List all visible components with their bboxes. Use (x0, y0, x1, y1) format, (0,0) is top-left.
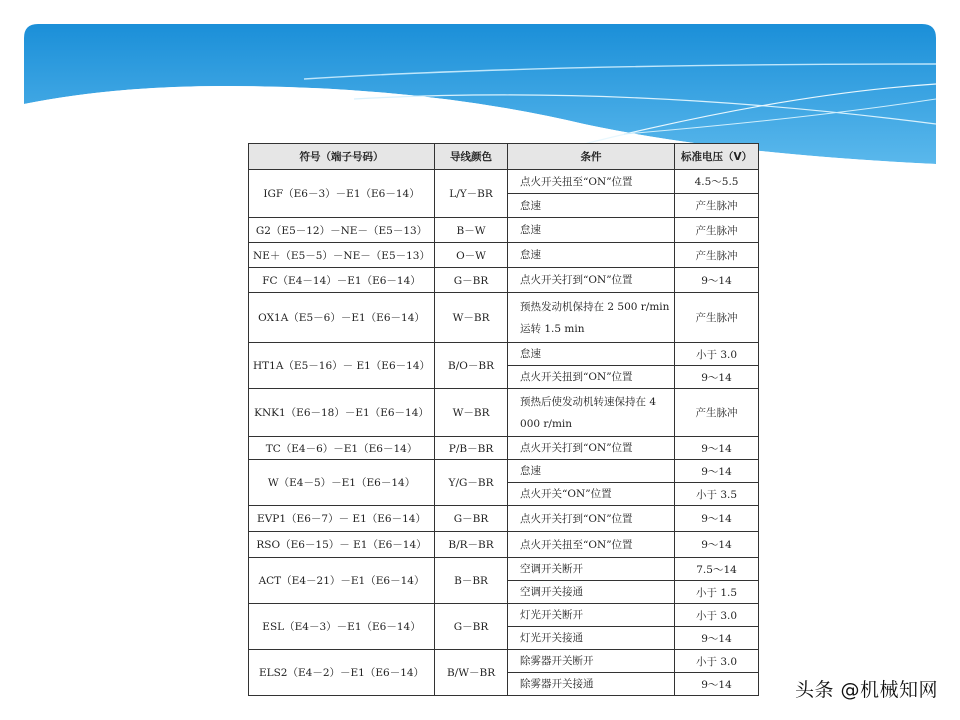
cell-symbol: FC（E4－14）－E1（E6－14） (249, 268, 435, 293)
cell-symbol: G2（E5－12）－NE－（E5－13） (249, 218, 435, 243)
table-row (249, 343, 759, 366)
cell-voltage: 9～14 (675, 673, 759, 696)
cell-voltage: 小于 1.5 (675, 581, 759, 604)
cell-symbol: ACT（E4－21）－E1（E6－14） (249, 558, 435, 604)
cell-wire-color: G－BR (435, 604, 508, 650)
header-standard-voltage: 标准电压（V） (675, 144, 759, 170)
cell-condition: 怠速 (508, 343, 675, 366)
cell-voltage: 产生脉冲 (675, 218, 759, 243)
cell-condition: 点火开关扭到“ON”位置 (508, 366, 675, 389)
cell-voltage: 4.5～5.5 (675, 170, 759, 194)
cell-voltage: 9～14 (675, 268, 759, 293)
cell-symbol: KNK1（E6－18）－E1（E6－14） (249, 389, 435, 437)
cell-condition: 点火开关打到“ON”位置 (508, 506, 675, 532)
cell-voltage: 小于 3.0 (675, 604, 759, 627)
cell-voltage: 小于 3.5 (675, 483, 759, 506)
cell-wire-color: B－W (435, 218, 508, 243)
cell-condition: 灯光开关接通 (508, 627, 675, 650)
cell-voltage: 9～14 (675, 366, 759, 389)
cell-condition: 空调开关接通 (508, 581, 675, 604)
cell-condition: 除雾器开关断开 (508, 650, 675, 673)
cell-condition: 怠速 (508, 194, 675, 218)
cell-voltage: 小于 3.0 (675, 650, 759, 673)
cell-condition: 空调开关断开 (508, 558, 675, 581)
cell-voltage: 9～14 (675, 532, 759, 558)
table-row (249, 170, 759, 194)
ecu-terminal-voltage-table (248, 143, 759, 696)
cell-wire-color: Y/G－BR (435, 460, 508, 506)
header-condition: 条件 (508, 144, 675, 170)
cell-symbol: OX1A（E5－6）－E1（E6－14） (249, 293, 435, 343)
cell-condition: 点火开关扭至“ON”位置 (508, 532, 675, 558)
cell-voltage: 9～14 (675, 627, 759, 650)
table-row (249, 532, 759, 558)
cell-condition: 预热后使发动机转速保持在 4 000 r/min (508, 389, 675, 437)
table-header-row (249, 144, 759, 170)
cell-voltage: 产生脉冲 (675, 293, 759, 343)
table-row (249, 604, 759, 627)
cell-condition: 点火开关打到“ON”位置 (508, 268, 675, 293)
cell-symbol: RSO（E6－15）－ E1（E6－14） (249, 532, 435, 558)
cell-wire-color: W－BR (435, 389, 508, 437)
header-symbol: 符号（端子号码） (249, 144, 435, 170)
table-row (249, 293, 759, 343)
table-row (249, 389, 759, 437)
cell-voltage: 产生脉冲 (675, 243, 759, 268)
table-row (249, 650, 759, 673)
cell-wire-color: B/W－BR (435, 650, 508, 696)
cell-condition: 怠速 (508, 218, 675, 243)
cell-symbol: ESL（E4－3）－E1（E6－14） (249, 604, 435, 650)
cell-condition: 怠速 (508, 243, 675, 268)
cell-condition: 点火开关打到“ON”位置 (508, 437, 675, 460)
header-wire-color: 导线颜色 (435, 144, 508, 170)
cell-symbol: NE＋（E5－5）－NE－（E5－13） (249, 243, 435, 268)
cell-voltage: 产生脉冲 (675, 389, 759, 437)
cell-wire-color: G－BR (435, 268, 508, 293)
cell-condition: 灯光开关断开 (508, 604, 675, 627)
table-row (249, 268, 759, 293)
cell-condition: 点火开关扭至“ON”位置 (508, 170, 675, 194)
cell-wire-color: O－W (435, 243, 508, 268)
cell-symbol: W（E4－5）－E1（E6－14） (249, 460, 435, 506)
cell-voltage: 9～14 (675, 460, 759, 483)
cell-voltage: 7.5～14 (675, 558, 759, 581)
cell-voltage: 9～14 (675, 506, 759, 532)
cell-voltage: 9～14 (675, 437, 759, 460)
cell-condition: 除雾器开关接通 (508, 673, 675, 696)
cell-symbol: ELS2（E4－2）－E1（E6－14） (249, 650, 435, 696)
table-row (249, 506, 759, 532)
cell-symbol: EVP1（E6－7）－ E1（E6－14） (249, 506, 435, 532)
cell-symbol: HT1A（E5－16）－ E1（E6－14） (249, 343, 435, 389)
source-watermark: 头条 @机械知网 (794, 679, 938, 701)
cell-wire-color: B/O－BR (435, 343, 508, 389)
cell-voltage: 产生脉冲 (675, 194, 759, 218)
table-row (249, 243, 759, 268)
cell-condition: 点火开关“ON”位置 (508, 483, 675, 506)
table-row (249, 437, 759, 460)
cell-wire-color: B－BR (435, 558, 508, 604)
cell-wire-color: G－BR (435, 506, 508, 532)
cell-voltage: 小于 3.0 (675, 343, 759, 366)
cell-symbol: IGF（E6－3）－E1（E6－14） (249, 170, 435, 218)
cell-wire-color: B/R－BR (435, 532, 508, 558)
cell-wire-color: W－BR (435, 293, 508, 343)
cell-condition: 预热发动机保持在 2 500 r/min 运转 1.5 min (508, 293, 675, 343)
table-row (249, 558, 759, 581)
cell-symbol: TC（E4－6）－E1（E6－14） (249, 437, 435, 460)
table-row (249, 460, 759, 483)
cell-condition: 怠速 (508, 460, 675, 483)
cell-wire-color: P/B－BR (435, 437, 508, 460)
cell-wire-color: L/Y－BR (435, 170, 508, 218)
table-row (249, 218, 759, 243)
